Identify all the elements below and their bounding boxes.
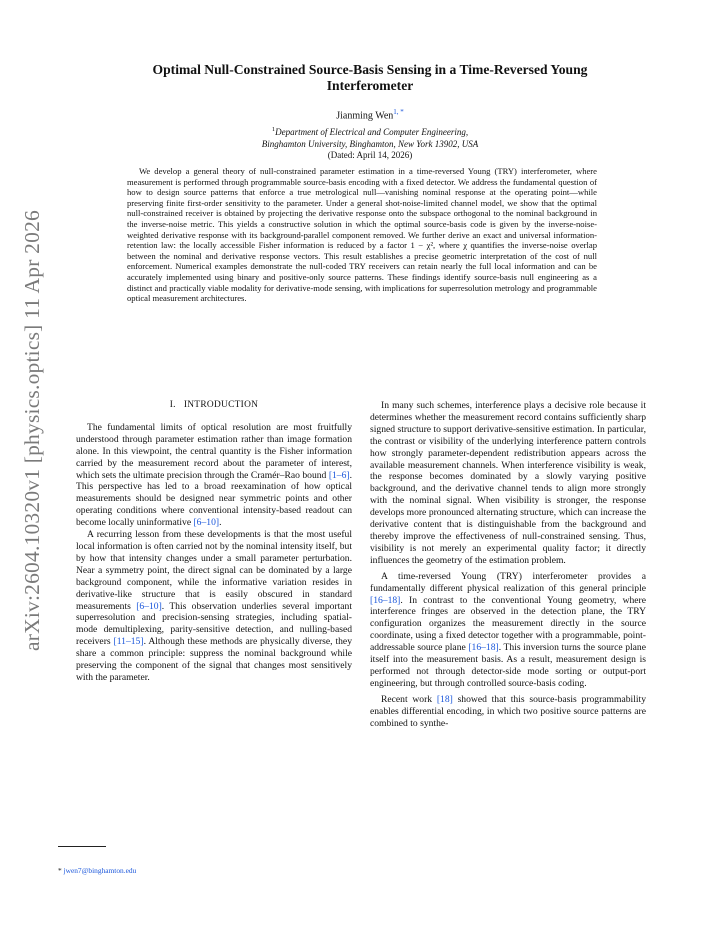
- citation-link[interactable]: [16–18]: [370, 594, 401, 606]
- intro-paragraph-1: The fundamental limits of optical resolution are most fruitfully understood through parameter estimation rather than image formation alone. In this viewpoint, the central quantity is the Fisher information carried by the measurement record about the parameter of interest, which sets the ultimate precision through the Cramér–Rao bound [1–6]. This perspective has led to a broad reexamination of how optical measurements should be designed near symmetric points and other operating conditions where conventional intensity-based readout can become locally uninformative [6–10].: [76, 421, 352, 529]
- affiliation-mark: 1: [271, 126, 276, 133]
- author-email-link[interactable]: jwen7@binghamton.edu: [63, 866, 137, 875]
- footnote-mark: *: [58, 866, 62, 875]
- citation-link[interactable]: [6–10]: [136, 600, 162, 612]
- section-number: I.: [169, 400, 176, 410]
- affiliation: [90, 124, 650, 150]
- right-column: [370, 400, 646, 729]
- citation-link[interactable]: [1–6]: [328, 469, 350, 481]
- intro-paragraph-3: In many such schemes, interference plays a decisive role because it determines whether the measurement record contains sufficiently sharp signed structure to support derivative-sensitive estimation. In particular, the contrast or visibility of the underlying interference pattern controls how strongly parameter-dependent redistribution appears across the available measurement channels. When interference visibility is weak, the response becomes dominated by a slowly varying positive background, and the derivative channel tends to align more strongly with the nominal signal. When visibility is stronger, the response develops more pronounced alternating structure, which can increase the derivative content that is distinguishable from the background and thereby improve the effectiveness of null-constrained sensing. Thus, visibility is not merely an experimental quality factor; it directly influences the geometry of the estimation problem.: [370, 400, 646, 566]
- arxiv-identifier: arXiv:2604.10320v1 [physics.optics] 11 Apr 2026: [19, 209, 44, 651]
- author-name: Jianming Wen: [336, 110, 394, 122]
- paper-title: [90, 62, 650, 94]
- arxiv-sidebar-stamp: [8, 210, 56, 650]
- footnote-rule: [58, 846, 106, 847]
- citation-link[interactable]: [18]: [436, 693, 453, 705]
- footnote: [58, 866, 136, 875]
- author-line: [90, 108, 650, 121]
- left-column: [76, 400, 352, 684]
- intro-paragraph-4: A time-reversed Young (TRY) interferometer provides a fundamentally different physical realization of this general principle [16–18]. In contrast to the conventional Young geometry, where interference fringes are observed in the detection plane, the TRY configuration organizes the measurement directly in the source coordinate, using a fixed detector together with a programmable, point-addressable source plane [16–18]. This inversion turns the source plane itself into the measurement basis. As a result, measurement design is performed not through detector-side mode sorting or output-port engineering, but through controlled source-basis coding.: [370, 570, 646, 689]
- intro-paragraph-2: A recurring lesson from these developments is that the most useful local information is often carried not by the nominal intensity itself, but by how that intensity changes under a small parameter perturbation. Near a symmetry point, the direct signal can be dominated by a large background component, while the informative variation resides in derivative-like structure that is easily obscured in standard measurements [6–10]. This observation underlies several important superresolution and precision-sensing strategies, including spatial-mode demultiplexing, parity-sensitive detection, and nulling-based receivers [11–15]. Although these methods are physically diverse, they share a common principle: suppress the nominal background while preserving the component of the signal that changes most sensitively with the parameter.: [76, 529, 353, 683]
- abstract: We develop a general theory of null-constrained parameter estimation in a time-reversed Young (TRY) interferometer, where measurement is performed through programmable source-basis encoding with a fixed detector. We address the fundamental question of how to design source patterns that enforce a true metrological null—vanishing nominal response at the operating point—while preserving finite first-order sensitivity to the parameter. Under a general shot-noise-limited channel model, we show that the optimal null-constrained receiver is obtained by projecting the derivative response onto the subspace orthogonal to the nominal background in the inverse-noise metric. This yields a constructive solution in which the optimal source-basis code is given by the inverse-noise-weighted derivative response with its background-parallel component removed. We further derive an exact and universal information-retention law: the locally accessible Fisher information is reduced by a factor 1 − χ², where χ quantifies the inverse-noise overlap between the nominal and derivative response vectors. This result establishes a precise geometric interpretation of the cost of null enforcement. Numerical examples demonstrate the null-coded TRY receivers can retain nearly the full local information and can be accurately implemented using binary and positive-only source patterns. These findings identify source-basis null engineering as a distinct and practically viable modality for derivative-mode sensing, with implications for superresolution metrology and programmable optical measurement architectures.: [127, 166, 597, 304]
- section-title: INTRODUCTION: [183, 400, 259, 410]
- citation-link[interactable]: [16–18]: [468, 642, 499, 654]
- affiliation-line-1: Department of Electrical and Computer Engineering,: [275, 127, 469, 137]
- title-line-1: Optimal Null-Constrained Source-Basis Sensing in a Time-Reversed Young: [152, 62, 588, 77]
- citation-link[interactable]: [6–10]: [193, 517, 220, 529]
- dated-line: (Dated: April 14, 2026): [327, 150, 413, 160]
- title-line-2: Interferometer: [326, 78, 414, 93]
- citation-link[interactable]: [11–15]: [113, 636, 144, 648]
- author-affiliation-mark[interactable]: 1, *: [393, 108, 404, 116]
- intro-paragraph-5: Recent work [18] showed that this source-basis programmability enables differential encoding, in which two positive source patterns are combined to synthe-: [370, 693, 646, 729]
- affiliation-line-2: Binghamton University, Binghamton, New York 13902, USA: [261, 138, 479, 149]
- section-heading: [76, 400, 352, 412]
